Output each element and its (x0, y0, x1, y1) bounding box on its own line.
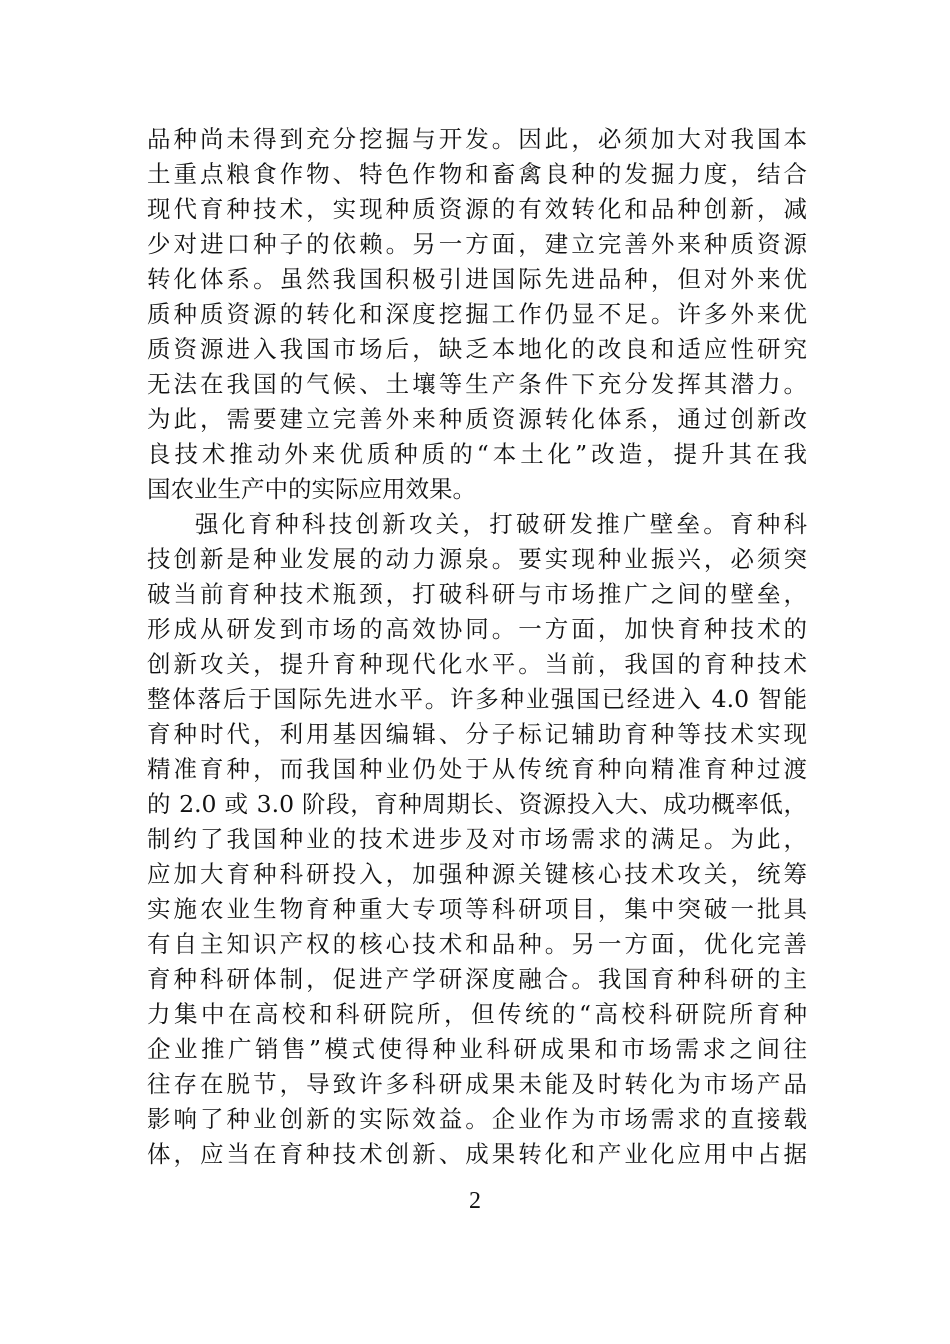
body-text (147, 122, 807, 1172)
text-line: 企业推广销售”模式使得种业科研成果和市场需求之间往 (147, 1035, 807, 1063)
text-line: 形成从研发到市场的高效协同。一方面，加快育种技术的 (147, 615, 807, 643)
text-line: 创新攻关，提升育种现代化水平。当前，我国的育种技术 (147, 650, 807, 678)
text-line: 往存在脱节，导致许多科研成果未能及时转化为市场产品 (147, 1070, 807, 1098)
text-line: 质种质资源的转化和深度挖掘工作仍显不足。许多外来优 (147, 300, 807, 328)
text-line: 力集中在高校和科研院所，但传统的“高校科研院所育种 (147, 1000, 807, 1028)
text-line: 精准育种，而我国种业仍处于从传统育种向精准育种过渡 (147, 755, 807, 783)
text-line: 少对进口种子的依赖。另一方面，建立完善外来种质资源 (147, 230, 807, 258)
text-line: 质资源进入我国市场后，缺乏本地化的改良和适应性研究 (147, 335, 807, 363)
text-line: 破当前育种技术瓶颈，打破科研与市场推广之间的壁垒， (147, 580, 807, 608)
text-line: 体，应当在育种技术创新、成果转化和产业化应用中占据 (147, 1140, 807, 1168)
paragraph-start-line: 强化育种科技创新攻关，打破研发推广壁垒。育种科 (195, 510, 807, 538)
text-line: 应加大育种科研投入，加强种源关键核心技术攻关，统筹 (147, 860, 807, 888)
text-line: 无法在我国的气候、土壤等生产条件下充分发挥其潜力。 (147, 370, 807, 398)
text-line: 整体落后于国际先进水平。许多种业强国已经进入 4.0 智能 (147, 685, 807, 713)
text-line: 品种尚未得到充分挖掘与开发。因此，必须加大对我国本 (147, 125, 807, 153)
text-line: 现代育种技术，实现种质资源的有效转化和品种创新，减 (147, 195, 807, 223)
text-line: 技创新是种业发展的动力源泉。要实现种业振兴，必须突 (147, 545, 807, 573)
text-line: 转化体系。虽然我国积极引进国际先进品种，但对外来优 (147, 265, 807, 293)
text-line: 育种时代，利用基因编辑、分子标记辅助育种等技术实现 (147, 720, 807, 748)
text-line: 影响了种业创新的实际效益。企业作为市场需求的直接载 (147, 1105, 807, 1133)
text-line: 制约了我国种业的技术进步及对市场需求的满足。为此， (147, 825, 807, 853)
text-line: 良技术推动外来优质种质的“本土化”改造，提升其在我 (147, 440, 807, 468)
text-line: 育种科研体制，促进产学研深度融合。我国育种科研的主 (147, 965, 807, 993)
page-number: 2 (469, 1188, 481, 1214)
text-line: 实施农业生物育种重大专项等科研项目，集中突破一批具 (147, 895, 807, 923)
text-line: 有自主知识产权的核心技术和品种。另一方面，优化完善 (147, 930, 807, 958)
text-line: 为此，需要建立完善外来种质资源转化体系，通过创新改 (147, 405, 807, 433)
text-line: 国农业生产中的实际应用效果。 (147, 475, 476, 503)
text-line: 的 2.0 或 3.0 阶段，育种周期长、资源投入大、成功概率低， (147, 790, 807, 818)
text-line: 土重点粮食作物、特色作物和畜禽良种的发掘力度，结合 (147, 160, 807, 188)
